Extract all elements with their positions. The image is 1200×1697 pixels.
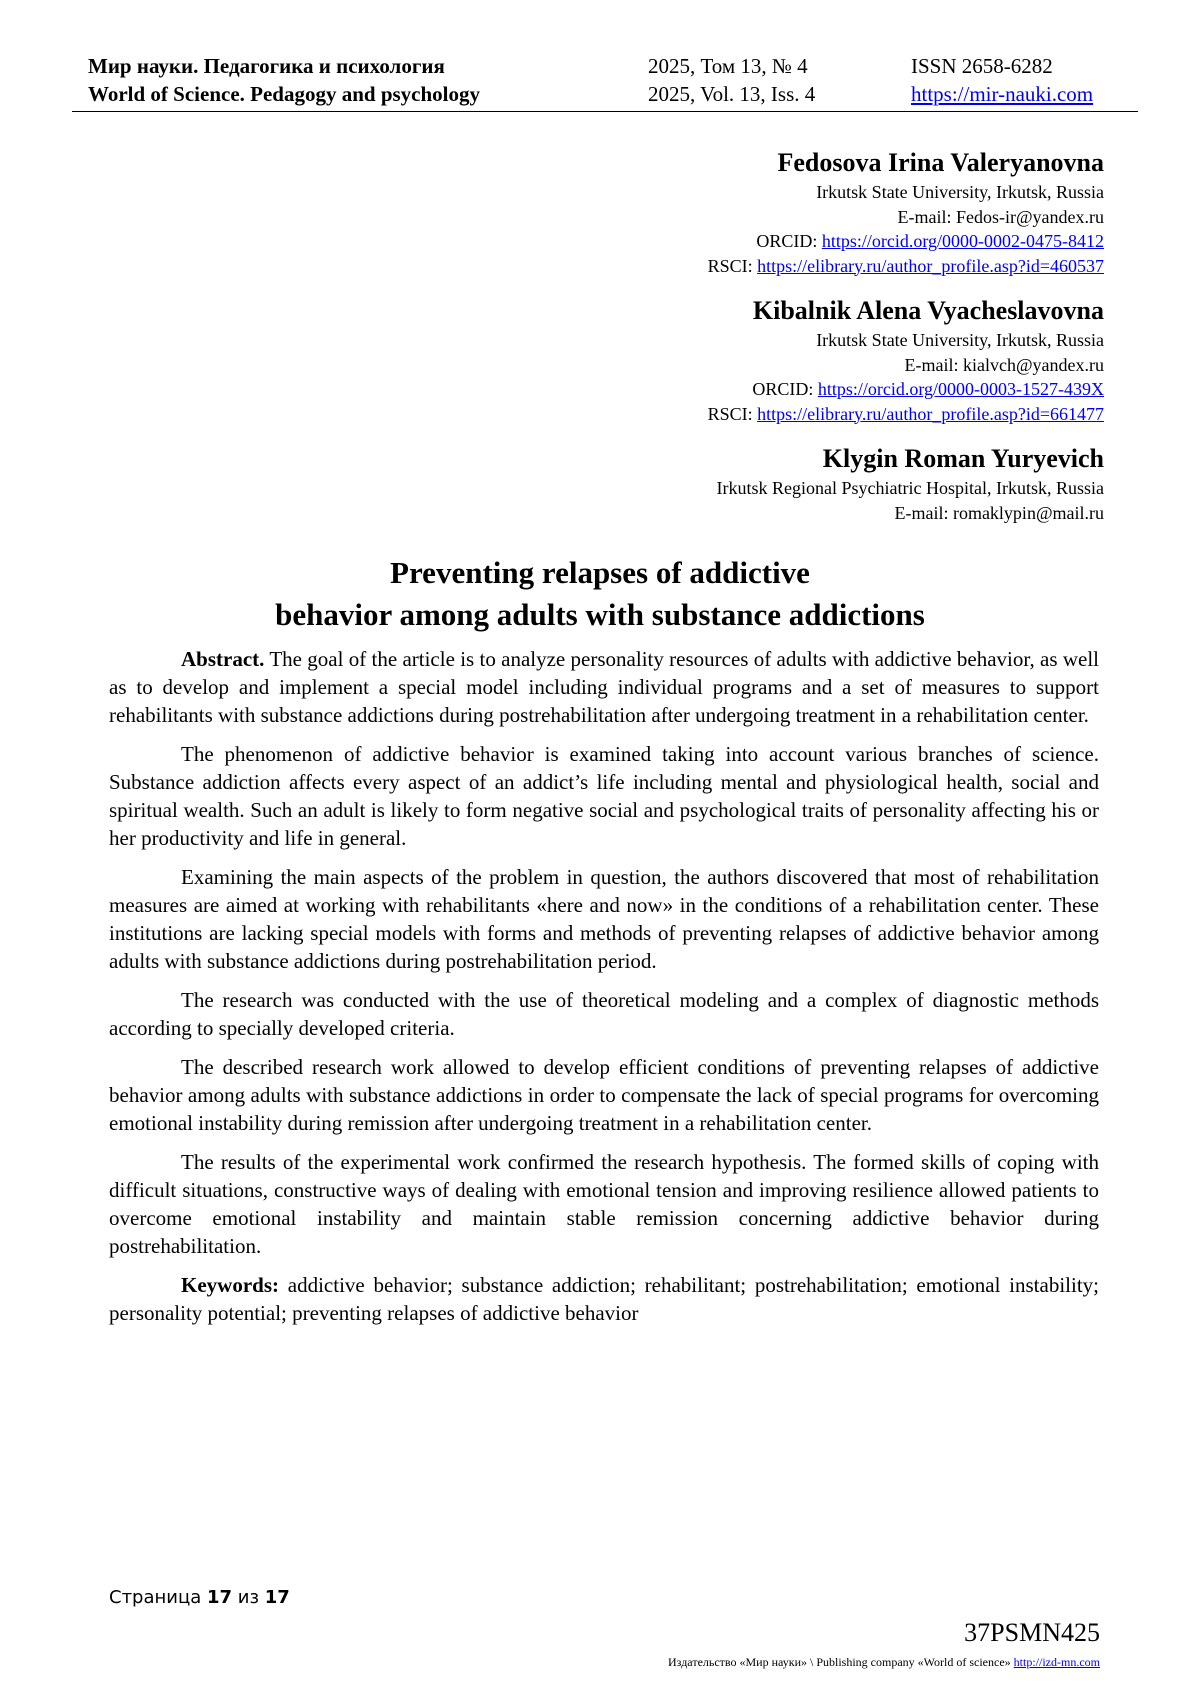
abstract-label: Abstract. — [181, 647, 265, 671]
author-rsci-line — [404, 254, 1104, 279]
abstract-paragraph — [109, 645, 1099, 729]
issue-column — [648, 52, 815, 108]
author-name: Kibalnik Alena Vyacheslavovna — [752, 296, 1104, 325]
title-line-1: Preventing relapses of addictive — [390, 555, 810, 590]
orcid-label: ORCID: — [756, 231, 822, 251]
article-code: 37PSMN425 — [964, 1618, 1100, 1647]
abstract-paragraph: The phenomenon of addictive behavior is examined taking into account various branches of science. Substance addiction affects every aspect of an addict’s life including mental and physiological health, social and spiritual wealth. Such an adult is likely to form negative social and psychological traits of personality affecting his or her productivity and life in general. — [109, 742, 1099, 850]
journal-name-en: World of Science. Pedagogy and psychology — [88, 82, 481, 106]
header-divider — [72, 111, 1138, 112]
orcid-link[interactable]: https://orcid.org/0000-0002-0475-8412 — [821, 231, 1104, 251]
rsci-link[interactable]: https://elibrary.ru/author_profile.asp?id=460537 — [757, 255, 1104, 276]
keywords-paragraph — [109, 1271, 1099, 1327]
author-email: E-mail: Fedos-ir@yandex.ru — [897, 206, 1104, 227]
issn-column — [911, 52, 1093, 108]
author-affiliation: Irkutsk State University, Irkutsk, Russia — [816, 182, 1104, 202]
orcid-label: ORCID: — [752, 379, 818, 399]
page-total: 17 — [264, 1587, 290, 1608]
abstract-text: The goal of the article is to analyze personality resources of adults with addictive behavior, as well as to develop and implement a special model including individual programs and a set of measures to support rehabilitants with substance addictions during postrehabilitation after undergoing treatment in a rehabilitation center. — [109, 647, 1099, 727]
journal-site-link[interactable]: https://mir-nauki.com — [911, 82, 1094, 106]
abstract-paragraph: The described research work allowed to develop efficient conditions of preventing relapses of addictive behavior among adults with substance addictions in order to compensate the lack of special programs for overcoming emotional instability during remission after undergoing treatment in a rehabilitation center. — [109, 1055, 1099, 1135]
author-name: Klygin Roman Yuryevich — [822, 444, 1104, 473]
author-orcid-line — [404, 229, 1104, 254]
author-3 — [404, 442, 1104, 525]
abstract-paragraph: The results of the experimental work confirmed the research hypothesis. The formed skills of coping with difficult situations, constructive ways of dealing with emotional tension and improving resilience allowed patients to overcome emotional instability and maintain stable remission concerning addictive behavior during postrehabilitation. — [109, 1150, 1099, 1258]
page-number — [109, 1587, 290, 1608]
publisher-link[interactable]: http://izd-mn.com — [1013, 1655, 1100, 1669]
journal-name-ru: Мир науки. Педагогика и психология — [88, 54, 445, 78]
page-of: из — [232, 1587, 265, 1608]
author-rsci-line — [404, 402, 1104, 427]
publisher-line — [668, 1655, 1100, 1670]
author-affiliation: Irkutsk Regional Psychiatric Hospital, Irkutsk, Russia — [716, 478, 1104, 498]
article-title — [0, 552, 1200, 636]
author-2 — [404, 294, 1104, 426]
keywords-text: addictive behavior; substance addiction; rehabilitant; postrehabilitation; emotional instability; personality potential; preventing relapses of addictive behavior — [109, 1273, 1099, 1325]
authors-block — [404, 146, 1104, 541]
rsci-label: RSCI: — [707, 255, 758, 276]
publisher-text: Издательство «Мир науки» \ Publishing company «World of science» — [668, 1655, 1014, 1669]
author-orcid-line — [404, 377, 1104, 402]
issue-en: 2025, Vol. 13, Iss. 4 — [648, 82, 816, 106]
author-1 — [404, 146, 1104, 278]
author-affiliation: Irkutsk State University, Irkutsk, Russia — [816, 330, 1104, 350]
orcid-link[interactable]: https://orcid.org/0000-0003-1527-439X — [817, 379, 1104, 399]
author-name: Fedosova Irina Valeryanovna — [777, 148, 1104, 177]
issue-ru: 2025, Том 13, № 4 — [648, 54, 808, 78]
journal-name-column — [88, 52, 480, 108]
keywords-label: Keywords: — [181, 1273, 279, 1297]
abstract-section — [109, 645, 1099, 1338]
page-word: Страница — [109, 1587, 207, 1608]
rsci-link[interactable]: https://elibrary.ru/author_profile.asp?id=661477 — [757, 403, 1104, 424]
author-email: E-mail: kialvch@yandex.ru — [904, 354, 1104, 375]
author-email: E-mail: romaklypin@mail.ru — [894, 502, 1104, 523]
title-line-2: behavior among adults with substance addictions — [275, 597, 925, 632]
issn: ISSN 2658-6282 — [911, 54, 1053, 78]
page-current: 17 — [206, 1587, 233, 1608]
abstract-paragraph: The research was conducted with the use of theoretical modeling and a complex of diagnostic methods according to specially developed criteria. — [109, 988, 1099, 1040]
abstract-paragraph: Examining the main aspects of the problem in question, the authors discovered that most of rehabilitation measures are aimed at working with rehabilitants «here and now» in the conditions of a rehabilitation center. These institutions are lacking special models with forms and methods of preventing relapses of addictive behavior among adults with substance addictions during postrehabilitation period. — [109, 865, 1099, 973]
rsci-label: RSCI: — [707, 403, 758, 424]
